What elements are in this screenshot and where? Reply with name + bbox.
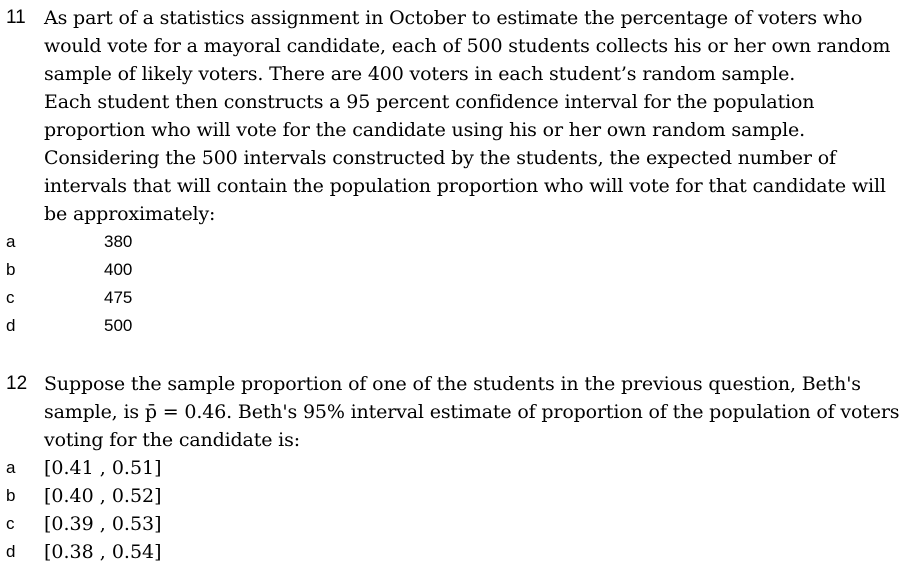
question-text (44, 4, 894, 228)
option-letter: d (6, 316, 16, 335)
option-letter: b (6, 486, 16, 505)
question-text (44, 370, 900, 454)
question-line: proportion who will vote for the candidate using his or her own random sample. (44, 119, 805, 141)
option-value: 475 (104, 288, 133, 307)
question-line: sample, is p̄ = 0.46. Beth's 95% interval estimate of proportion of the population of voters (44, 401, 900, 423)
option-value: [0.38 , 0.54] (44, 541, 162, 563)
option-value: [0.41 , 0.51] (44, 457, 162, 479)
question-line: be approximately: (44, 203, 216, 225)
option-letter: b (6, 260, 16, 279)
option-value: 400 (104, 260, 133, 279)
question-line: Each student then constructs a 95 percent confidence interval for the population (44, 91, 815, 113)
question-line: Suppose the sample proportion of one of the students in the previous question, Beth's (44, 373, 861, 395)
option-value: [0.40 , 0.52] (44, 485, 162, 507)
option-letter: c (6, 514, 15, 533)
question-line: As part of a statistics assignment in October to estimate the percentage of voters who (44, 7, 863, 29)
question-line: voting for the candidate is: (44, 429, 300, 451)
option-value: [0.39 , 0.53] (44, 513, 162, 535)
question-line: would vote for a mayoral candidate, each of 500 students collects his or her own random (44, 35, 891, 57)
question-line: intervals that will contain the population proportion who will vote for that candidate will (44, 175, 886, 197)
option-letter: d (6, 542, 16, 561)
question-number: 11 (6, 7, 26, 28)
question-line: sample of likely voters. There are 400 voters in each student’s random sample. (44, 63, 796, 85)
question-number: 12 (6, 373, 28, 394)
option-letter: a (6, 232, 16, 251)
option-value: 500 (104, 316, 133, 335)
option-value: 380 (104, 232, 133, 251)
question-line: Considering the 500 intervals constructed by the students, the expected number of (44, 147, 836, 169)
option-letter: c (6, 288, 15, 307)
option-letter: a (6, 458, 16, 477)
